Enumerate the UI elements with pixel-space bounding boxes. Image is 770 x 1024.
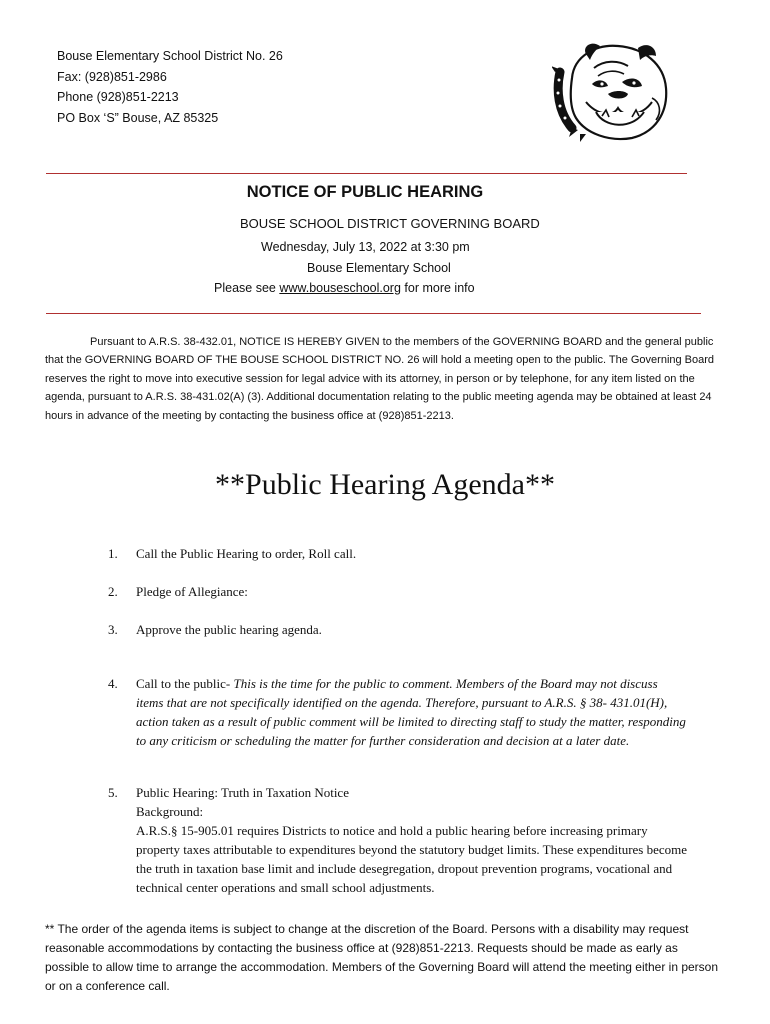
agenda-item-text — [136, 783, 688, 897]
footer-note: ** The order of the agenda items is subject to change at the discretion of the Board. Persons with a disability may request reasonable accommodations by contacting the business office at (928)851-2213. Requests should be made as early as possible to allow time to arrange the accommodation. Members of the Governing Board will attend the meeting either in person or on a conference call. — [45, 922, 719, 993]
background-text: A.R.S.§ 15-905.01 requires Districts to notice and hold a public hearing before increasing primary property taxes attributable to expenditures beyond the statutory budget limits. These expenditures become the truth in taxation base limit and include desegregation, dropout prevention programs, vocational and technical center operations and small school adjustments. — [136, 823, 688, 895]
school-website-link[interactable]: www.bouseschool.org — [279, 281, 401, 295]
agenda-item-number: 4. — [108, 676, 118, 691]
call-to-public-label: Call to the public- — [136, 676, 234, 691]
agenda-title: **Public Hearing Agenda** — [215, 468, 555, 501]
district-name: Bouse Elementary School District No. 26 — [57, 49, 283, 63]
agenda-item — [108, 674, 688, 750]
top-divider-rule — [46, 173, 687, 174]
agenda-item — [108, 544, 708, 563]
meeting-location: Bouse Elementary School — [307, 261, 451, 275]
agenda-item-number: 5. — [108, 785, 118, 800]
board-name: BOUSE SCHOOL DISTRICT GOVERNING BOARD — [240, 216, 540, 231]
agenda-item-text — [136, 674, 688, 750]
phone-number: Phone (928)851-2213 — [57, 90, 179, 104]
agenda-item-text: Approve the public hearing agenda. — [136, 622, 322, 637]
agenda-item — [108, 582, 708, 601]
district-contact-block — [57, 46, 283, 128]
background-label: Background: — [136, 804, 204, 819]
meeting-date: Wednesday, July 13, 2022 at 3:30 pm — [261, 240, 470, 254]
po-box-address: PO Box ‘S” Bouse, AZ 85325 — [57, 110, 219, 125]
bulldog-mascot-icon — [552, 38, 676, 142]
agenda-item-number: 2. — [108, 584, 118, 599]
fax-number: Fax: (928)851-2986 — [57, 69, 167, 84]
agenda-item-text: Call the Public Hearing to order, Roll call. — [136, 546, 357, 561]
agenda-item-number: 3. — [108, 622, 118, 637]
more-info-suffix: for more info — [400, 281, 475, 295]
bottom-divider-rule — [46, 313, 701, 314]
agenda-item-text: Pledge of Allegiance: — [136, 584, 248, 599]
agenda-item — [108, 783, 688, 897]
truth-in-taxation-heading: Public Hearing: Truth in Taxation Notice — [136, 785, 349, 800]
intro-paragraph: Pursuant to A.R.S. 38-432.01, NOTICE IS HEREBY GIVEN to the members of the GOVERNING BOARD and the general public that the GOVERNING BOARD OF THE BOUSE SCHOOL DISTRICT NO. 26 will hold a meeting open to the public. The Governing Board reserves the right to move into executive session for legal advice with its attorney, in person or by telephone, for any item listed on the agenda, pursuant to A.R.S. 38-431.02(A) (3). Additional documentation relating to the public meeting agenda may be obtained at least 24 hours in advance of the meeting by contacting the business office at (928)851-2213. — [45, 336, 715, 422]
notice-title: NOTICE OF PUBLIC HEARING — [246, 183, 484, 201]
more-info-line — [214, 281, 475, 295]
agenda-item — [108, 620, 708, 639]
more-info-prefix: Please see — [214, 281, 280, 295]
call-to-public-note: This is the time for the public to comment. Members of the Board may not discuss items that are not specifically identified on the agenda. Therefore, pursuant to A.R.S. § 38- 431.01(H), action taken as a result of public comment will be limited to directing staff to study the matter, responding to any criticism or scheduling the matter for further consideration and decision at a later date. — [136, 676, 686, 748]
agenda-item-number: 1. — [108, 546, 118, 561]
